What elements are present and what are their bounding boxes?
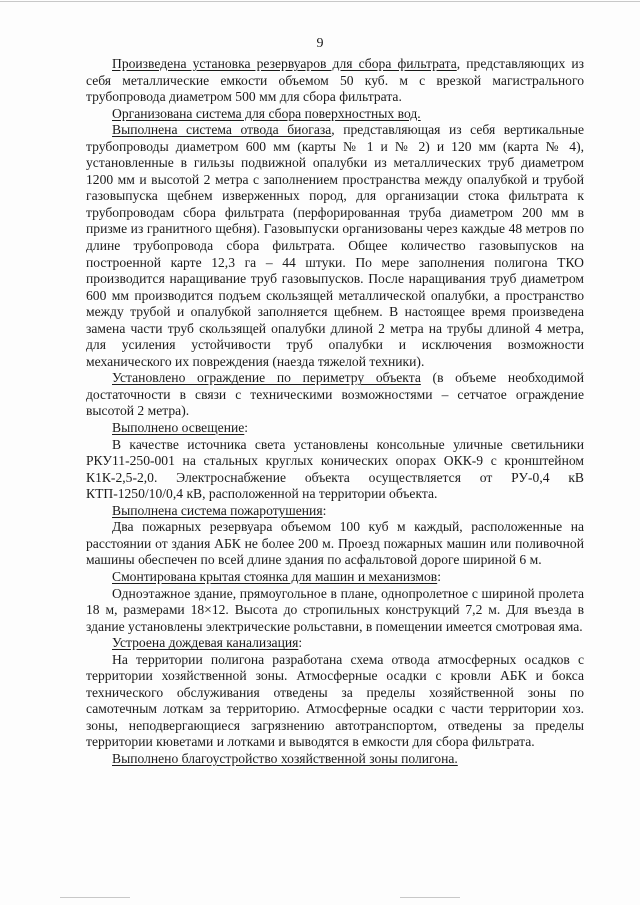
paragraph [86, 519, 584, 569]
paragraph-text: : [322, 502, 327, 518]
paragraph [86, 370, 584, 420]
paragraph-text: (в объеме необходимой достаточности в связи с техническими возможностями – сетчатое ограждение высотой 2 метра). [86, 370, 584, 419]
paragraph-text: На территории полигона разработана схема отвода атмосферных осадков с территории хозяйственной зоны. Атмосферные осадки с кровли АБК и бокса технического обслуживания отведены за пределы хозяйственной зоны по самотечным лоткам за территорию. Атмосферные осадки с части территории хоз. зоны, неподвергающиеся загрязнению автотранспортом, отведены за пределы территории кюветами и лотками и выводятся в емкости для сбора фильтрата. [86, 651, 584, 750]
paragraph [86, 751, 584, 768]
paragraph-text: , представляющая из себя вертикальные трубопроводы диаметром 600 мм (карты № 1 и № 2) и 120 мм (карта № 4), установленные в гильзы подвижной опалубки из металлических труб диаметром 1200 мм и высотой 2 метра с заполнением пространства между опалубкой и трубой газовыпуска щебнем изверженных пород, для организации стока фильтрата к трубопроводам сбора фильтрата (перфорированная труба диаметром 200 мм в призме из гранитного щебня). Газовыпуски организованы через каждые 48 метров по длине трубопровода сбора фильтрата. Общее количество газовыпусков на построенной карте 12,3 га – 44 штуки. По мере заполнения полигона ТКО производится наращивание труб газовыпусков. После наращивания труб диаметром 600 мм производится подъем скользящей металлической опалубки, а пространство между трубой и опалубкой заполняется щебнем. В настоящее время произведена замена части труб скользящей опалубки длиной 2 метра на трубы длиной 4 метра, для усиления устойчивости труб опалубки и исключения возможности механического их повреждения (наезда тяжелой техники). [86, 122, 584, 369]
page-number: 9 [316, 36, 324, 51]
paragraph-heading: Выполнено освещение [112, 420, 245, 436]
paragraph [86, 106, 584, 123]
paragraph [86, 56, 584, 106]
paragraph-heading: Выполнена система пожаротушения [112, 502, 323, 518]
paragraph-text: : [437, 568, 441, 584]
paragraph [86, 437, 584, 503]
paragraph [86, 503, 584, 520]
paragraph-heading: Выполнена система отвода биогаза [112, 122, 332, 138]
paragraph-heading: Выполнено благоустройство хозяйственной зоны полигона. [112, 750, 458, 766]
scan-edge-line [0, 1, 640, 2]
paragraph [86, 420, 584, 437]
paragraph [86, 586, 584, 636]
paragraph-heading: Организована система для сбора поверхностных вод. [112, 105, 421, 121]
paragraph-text: Одноэтажное здание, прямоугольное в плане, однопролетное с шириной пролета 18 м, размерами 18×12. Высота до стропильных конструкций 7,2 м. Для въезда в здание установлены электрические рольставни, в помещении имеется смотровая яма. [86, 585, 584, 634]
paragraph-text: Два пожарных резервуара объемом 100 куб м каждый, расположенные на расстоянии от здания АБК не более 200 м. Проезд пожарных машин или поливочной машины обеспечен по всей длине здания по асфальтовой дороге шириной 6 м. [86, 519, 584, 568]
paragraph [86, 569, 584, 586]
paragraph [86, 122, 584, 370]
paragraph-heading: Смонтирована крытая стоянка для машин и механизмов [112, 568, 438, 584]
paragraph-text: : [244, 420, 249, 436]
document-body [86, 56, 584, 768]
paragraph-text: , представляющих из себя металлические емкости объемом 50 куб. м с врезкой магистрального трубопровода диаметром 500 мм для сбора фильтрата. [86, 56, 585, 105]
scan-artifact [400, 897, 460, 898]
paragraph-text: В качестве источника света установлены консольные уличные светильники РКУ11-250-001 на стальных круглых конических опорах ОКК-9 с кронштейном К1К-2,5-2,0. Электроснабжение объекта осуществляется от РУ-0,4 кВ КТП-1250/10/0,4 кВ, расположенной на территории объекта. [86, 436, 584, 502]
paragraph [86, 652, 584, 751]
scan-artifact [60, 897, 130, 898]
paragraph [86, 635, 584, 652]
paragraph-heading: Установлено ограждение по периметру объекта [112, 370, 421, 386]
paragraph-heading: Произведена установка резервуаров для сбора фильтрата [112, 56, 457, 71]
paragraph-heading: Устроена дождевая канализация [112, 635, 299, 651]
paragraph-text: : [298, 635, 303, 651]
